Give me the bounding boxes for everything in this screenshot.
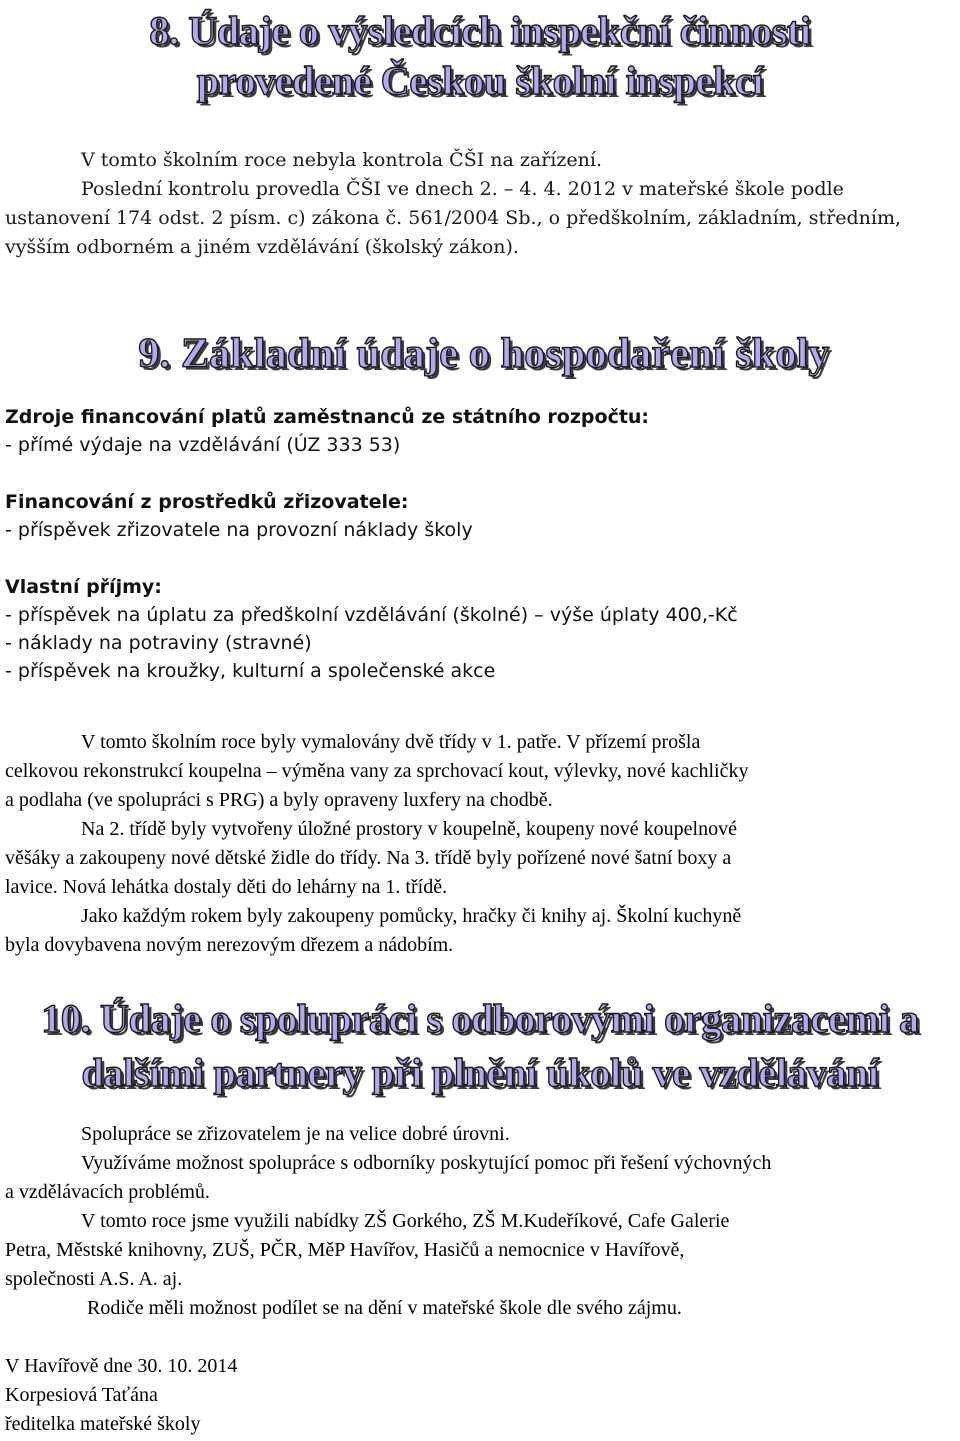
own-income-item: - příspěvek na kroužky, kulturní a společenské akce [5, 660, 496, 682]
section-8-line: ustanovení 174 odst. 2 písm. c) zákona č. 561/2004 Sb., o předškolním, základním, středním, [5, 207, 901, 229]
section-9-title [0, 328, 960, 380]
section-10-line: společnosti A.S. A. aj. [5, 1268, 183, 1290]
signature-block [5, 1352, 955, 1439]
section-9-paragraph-line: Na 2. třídě byly vytvořeny úložné prostory v koupelně, koupeny nové koupelnové [81, 818, 737, 840]
section-10-line: Využíváme možnost spolupráce s odborníky poskytující pomoc při řešení výchovných [81, 1152, 772, 1174]
section-9-paragraph-line: byla dovybavena novým nerezovým dřezem a nádobím. [5, 934, 454, 956]
own-income-item: - náklady na potraviny (stravné) [5, 632, 312, 654]
section-9-paragraph-line: a podlaha (ve spolupráci s PRG) a byly opraveny luxfery na chodbě. [5, 789, 553, 811]
founder-funding-heading: Financování z prostředků zřizovatele: [5, 491, 409, 513]
section-8-title [0, 6, 960, 106]
section-10-line: V tomto roce jsme využili nabídky ZŠ Gorkého, ZŠ M.Kudeříkové, Cafe Galerie [81, 1210, 730, 1232]
signature-place-date: V Havířově dne 30. 10. 2014 [5, 1355, 238, 1377]
section-10-body [5, 1120, 955, 1323]
section-8-line: Poslední kontrolu provedla ČŠI ve dnech 2. – 4. 4. 2012 v mateřské škole podle [81, 178, 844, 200]
own-income-item: - příspěvek na úplatu za předškolní vzdělávání (školné) – výše úplaty 400,-Kč [5, 604, 738, 626]
section-9-paragraph-line: celkovou rekonstrukcí koupelna – výměna vany za sprchovací kout, výlevky, nové kachličky [5, 760, 749, 782]
signature-role: ředitelka mateřské školy [5, 1413, 201, 1435]
section-10-title [0, 992, 960, 1100]
signature-name: Korpesiová Taťána [5, 1384, 158, 1406]
section-10-line: Rodiče měli možnost podílet se na dění v mateřské škole dle svého zájmu. [87, 1297, 682, 1319]
section-8-body [5, 146, 955, 262]
section-9-paragraph-line: Jako každým rokem byly zakoupeny pomůcky, hračky či knihy aj. Školní kuchyně [81, 905, 742, 927]
section-10-title-line-2: dalšími partnery při plnění úkolů ve vzdělávání [81, 1050, 879, 1095]
section-9-paragraph [5, 728, 955, 960]
section-10-title-line-1: 10. Údaje o spolupráci s odborovými organizacemi a [41, 996, 919, 1041]
state-budget-heading: Zdroje financování platů zaměstnanců ze státního rozpočtu: [5, 406, 650, 428]
section-8-title-line-2: provedené Českou školní inspekcí [196, 58, 764, 103]
own-income-heading: Vlastní příjmy: [5, 576, 162, 598]
section-8-line: vyšším odborném a jiném vzdělávání (školský zákon). [5, 236, 519, 258]
section-10-line: Petra, Městské knihovny, ZUŠ, PČR, MěP Havířov, Hasičů a nemocnice v Havířově, [5, 1239, 685, 1261]
state-budget-item: - přímé výdaje na vzdělávání (ÚZ 333 53) [5, 434, 401, 456]
section-8-line: V tomto školním roce nebyla kontrola ČŠI na zařízení. [81, 149, 602, 171]
section-9-paragraph-line: V tomto školním roce byly vymalovány dvě třídy v 1. patře. V přízemí prošla [81, 731, 701, 753]
section-8-title-line-1: 8. Údaje o výsledcích inspekční činnosti [149, 8, 811, 53]
section-9-paragraph-line: věšáky a zakoupeny nové dětské židle do třídy. Na 3. třídě byly pořízené nové šatní boxy a [5, 847, 732, 869]
section-9-financing [5, 403, 955, 685]
section-10-line: Spolupráce se zřizovatelem je na velice dobré úrovni. [81, 1123, 510, 1145]
section-10-line: a vzdělávacích problémů. [5, 1181, 210, 1203]
founder-funding-item: - příspěvek zřizovatele na provozní náklady školy [5, 519, 473, 541]
section-9-title-text: 9. Základní údaje o hospodaření školy [138, 331, 830, 377]
section-9-paragraph-line: lavice. Nová lehátka dostaly děti do lehárny na 1. třídě. [5, 876, 448, 898]
